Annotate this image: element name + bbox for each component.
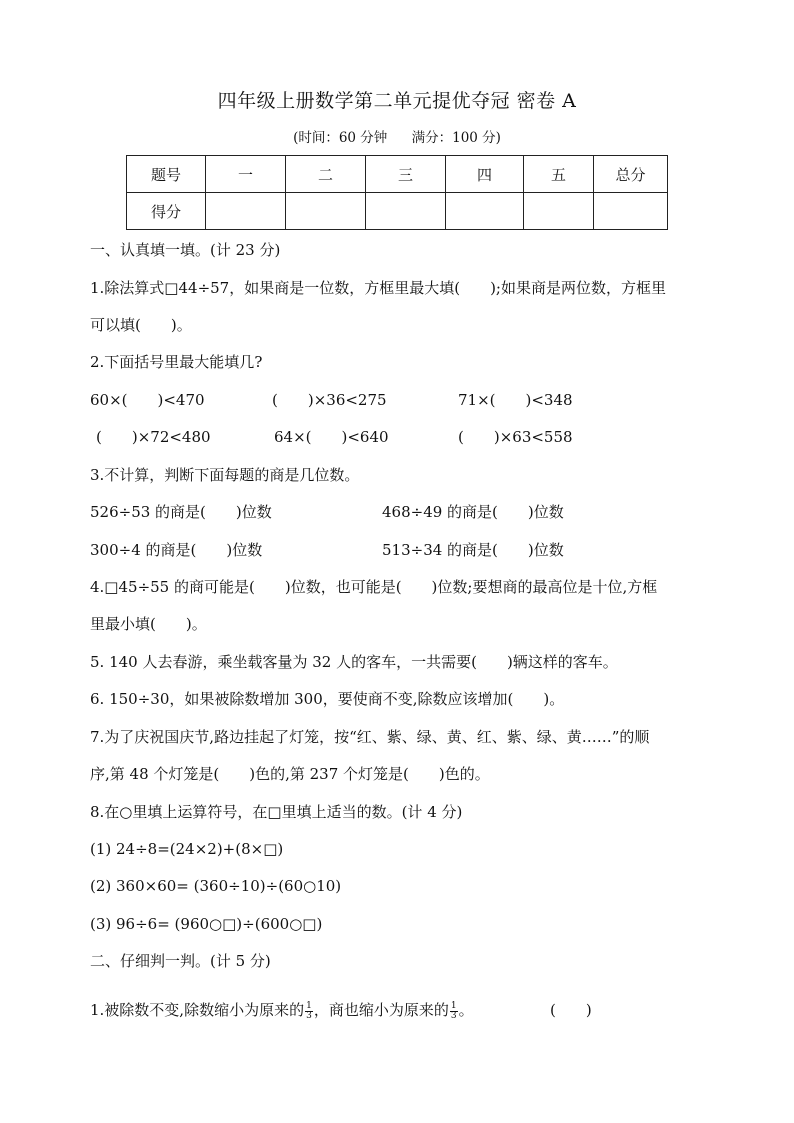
q1-line1: 1.除法算式□44÷57，如果商是一位数，方框里最大填( );如果商是两位数，方框里	[90, 279, 666, 297]
judge-q1-answer-blank[interactable]: ( )	[550, 1001, 592, 1019]
q7-line2: 序,第 48 个灯笼是( )色的,第 237 个灯笼是( )色的。	[90, 765, 490, 783]
q6: 6. 150÷30，如果被除数增加 300，要使商不变,除数应该增加( )。	[90, 690, 565, 708]
exam-info	[0, 126, 794, 146]
exam-time: (时间：60 分钟	[293, 130, 388, 146]
q8-item: (1) 24÷8=(24×2)+(8×□)	[90, 840, 284, 858]
page-title: 四年级上册数学第二单元提优夺冠 密卷 A	[217, 90, 577, 112]
exam-full-score: 满分：100 分)	[411, 130, 501, 146]
q8-item: (3) 96÷6= (960○□)÷(600○□)	[90, 915, 323, 933]
score-blank-cell[interactable]	[524, 193, 594, 230]
judge-q1	[90, 1000, 474, 1021]
score-table-cell: 五	[524, 156, 594, 193]
q2-item: ( )×36<275	[272, 391, 387, 409]
score-blank-cell[interactable]	[366, 193, 446, 230]
score-table-cell: 四	[446, 156, 524, 193]
section1-heading: 一、认真填一填。(计 23 分)	[90, 241, 281, 259]
q3-item: 526÷53 的商是( )位数	[90, 503, 272, 521]
q3-item: 513÷34 的商是( )位数	[382, 541, 564, 559]
q7-line1: 7.为了庆祝国庆节,路边挂起了灯笼，按“红、紫、绿、黄、红、紫、绿、黄……”的顺	[90, 728, 650, 746]
judge-q1-text: 1.被除数不变,除数缩小为原来的	[90, 1001, 305, 1019]
score-table-cell: 三	[366, 156, 446, 193]
q2-item: ( )×63<558	[458, 428, 573, 446]
score-blank-cell[interactable]	[446, 193, 524, 230]
q2-item: 64×( )<640	[274, 428, 389, 446]
q2-item: ( )×72<480	[96, 428, 211, 446]
score-blank-cell[interactable]	[206, 193, 286, 230]
q3-item: 300÷4 的商是( )位数	[90, 541, 263, 559]
q8-title: 8.在○里填上运算符号，在□里填上适当的数。(计 4 分)	[90, 803, 463, 821]
q2-title: 2.下面括号里最大能填几?	[90, 353, 263, 371]
q4-line2: 里最小填( )。	[90, 615, 207, 633]
score-blank-cell[interactable]	[594, 193, 668, 230]
score-blank-cell[interactable]	[286, 193, 366, 230]
fraction-one-third: $\frac{1}{3}$	[306, 1000, 312, 1021]
q8-item: (2) 360×60= (360÷10)÷(60○10)	[90, 877, 342, 895]
section2-heading: 二、仔细判一判。(计 5 分)	[90, 952, 271, 970]
q1-line2: 可以填( )。	[90, 316, 192, 334]
score-table-score-row	[127, 193, 668, 230]
score-table-header-row	[127, 156, 668, 193]
q5: 5. 140 人去春游，乘坐载客量为 32 人的客车，一共需要( )辆这样的客车。	[90, 653, 618, 671]
score-table-cell: 得分	[127, 193, 206, 230]
score-table-cell: 二	[286, 156, 366, 193]
judge-q1-text: ，商也缩小为原来的	[313, 1001, 449, 1019]
score-table-cell: 一	[206, 156, 286, 193]
judge-q1-text: 。	[458, 1001, 474, 1019]
score-table-cell: 题号	[127, 156, 206, 193]
q3-title: 3.不计算，判断下面每题的商是几位数。	[90, 466, 360, 484]
q4-line1: 4.□45÷55 的商可能是( )位数，也可能是( )位数;要想商的最高位是十位,方框	[90, 578, 658, 596]
score-table	[126, 155, 668, 230]
q2-item: 60×( )<470	[90, 391, 205, 409]
q2-item: 71×( )<348	[458, 391, 573, 409]
q3-item: 468÷49 的商是( )位数	[382, 503, 564, 521]
score-table-cell: 总分	[594, 156, 668, 193]
fraction-one-third: $\frac{1}{3}$	[450, 1000, 457, 1021]
